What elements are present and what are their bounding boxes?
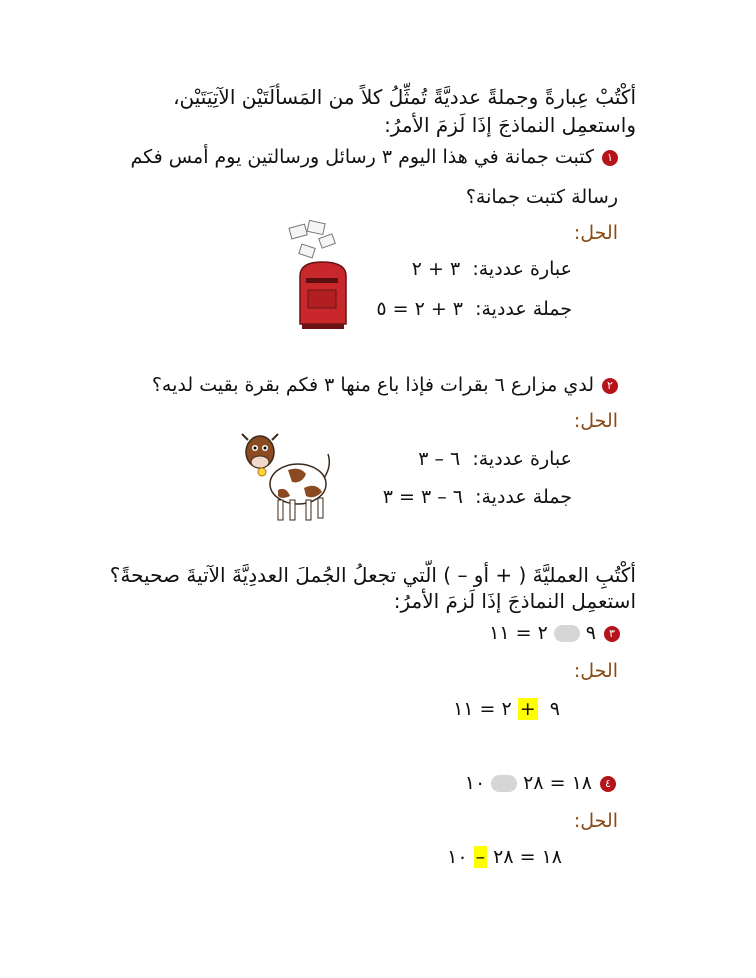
sentence-label: جملة عددية: <box>475 486 572 508</box>
problem-number-badge: ٣ <box>604 626 620 642</box>
highlighted-operator: – <box>475 846 486 868</box>
mailbox-illustration <box>282 220 362 332</box>
problem-4-equation: ٤١٨ = ٢٨١٠ <box>465 772 616 794</box>
operator-blank[interactable] <box>554 625 580 642</box>
problem-4-answer: ١٨ = ٢٨ – ١٠ <box>447 846 562 868</box>
problem-3-answer: ٩ + ٢ = ١١ <box>453 698 560 720</box>
expression-value: ٦ – ٣ <box>418 448 461 470</box>
expression-label: عبارة عددية: <box>472 448 572 470</box>
problem-3-equation: ٣٩٢ = ١١ <box>489 622 620 644</box>
problem-1-question <box>131 146 618 168</box>
sentence-value: ٣ + ٢ = ٥ <box>376 298 463 320</box>
problem-1-solution-label: الحل: <box>573 222 618 244</box>
instruction-line-2: واستعمِل النماذجَ إذَا لَزمَ الأمرُ: <box>384 113 636 137</box>
sentence-label: جملة عددية: <box>475 298 572 320</box>
problem-4-solution-label: الحل: <box>573 810 618 832</box>
expression-label: عبارة عددية: <box>472 258 572 280</box>
problem-2-expression <box>418 448 572 470</box>
sentence-value: ٦ – ٣ = ٣ <box>382 486 463 508</box>
operator-blank[interactable] <box>491 775 517 792</box>
problem-number-badge: ١ <box>602 150 618 166</box>
problem-2-question <box>152 374 618 396</box>
problem-2-solution-label: الحل: <box>573 410 618 432</box>
problem-2-sentence <box>383 486 572 508</box>
instruction-line-1: أكْتُبْ عِبارةً وجملةً عدديَّةً تُمثِّلُ كلاً من المَسألَتَيْن الآتِيَتَيْن، <box>173 85 636 109</box>
problem-1-question-line2: رسالة كتبت جمانة؟ <box>465 186 618 208</box>
problem-1-expression <box>412 258 572 280</box>
problem-2-question-line1: لدي مزارع ٦ بقرات فإذا باع منها ٣ فكم بقرة بقيت لديه؟ <box>151 374 594 396</box>
problem-1-question-line1: كتبت جمانة في هذا اليوم ٣ رسائل ورسالتين يوم أمس فكم <box>130 146 594 168</box>
cow-illustration <box>240 426 336 526</box>
problem-3-solution-label: الحل: <box>573 660 618 682</box>
problem-number-badge: ٤ <box>600 776 616 792</box>
highlighted-operator: + <box>519 698 536 720</box>
problem-1-sentence <box>376 298 572 320</box>
instruction2-line-1: أكْتُبِ العمليَّةَ ( + أو – ) الّتي تجعلُ الجُملَ العددِيَّةَ الآتيةَ صحيحةً؟ <box>109 563 636 587</box>
expression-value: ٣ + ٢ <box>411 258 461 280</box>
problem-number-badge: ٢ <box>602 378 618 394</box>
instruction2-line-2: استعمِل النماذجَ إذَا لَزمَ الأمرُ: <box>393 589 636 613</box>
